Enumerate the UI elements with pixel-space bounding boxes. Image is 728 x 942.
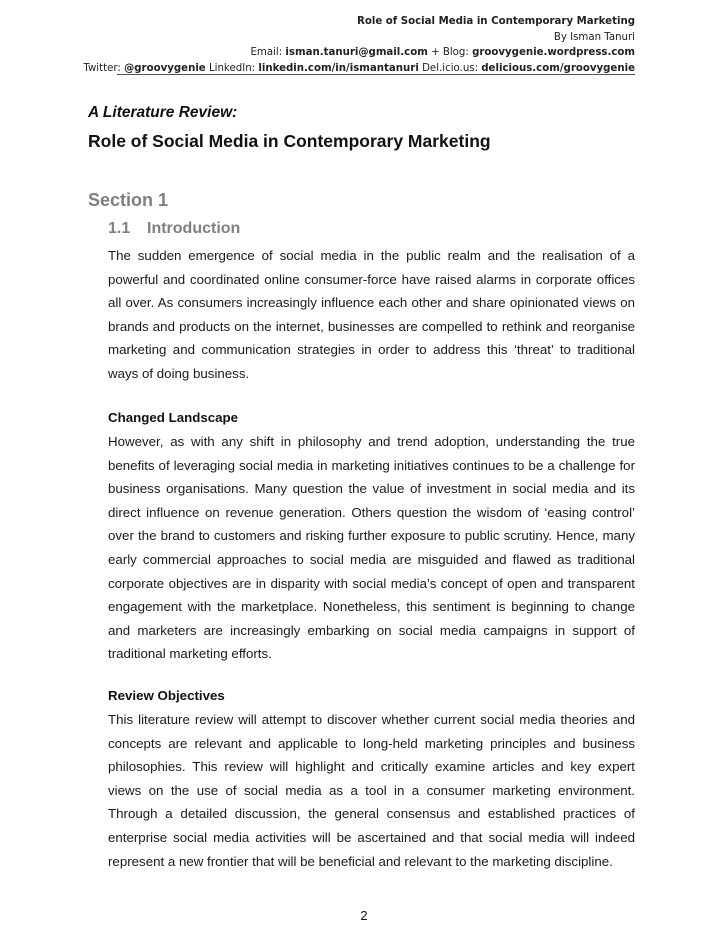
doc-kicker: A Literature Review: bbox=[88, 104, 238, 121]
objectives-heading: Review Objectives bbox=[108, 688, 225, 703]
intro-paragraph: The sudden emergence of social media in the public realm and the realisation of a powerful and coordinated online consumer-force have raised alarms in corporate offices all over. As consumers increasingly influence each other and share opinionated views on brands and products on the internet, businesses are compelled to rethink and reorganise marketing and communication strategies in order to address this ‘threat’ to traditional ways of doing business. bbox=[108, 248, 635, 381]
running-header bbox=[75, 14, 635, 76]
subsection-heading bbox=[108, 220, 240, 238]
header-divider bbox=[117, 74, 635, 75]
header-twitter: @groovygenie bbox=[124, 62, 206, 74]
header-email: isman.tanuri@gmail.com bbox=[285, 47, 428, 58]
subsection-title: Introduction bbox=[147, 220, 241, 237]
header-delicious: delicious.com/groovygenie bbox=[481, 62, 635, 74]
landscape-heading: Changed Landscape bbox=[108, 410, 239, 425]
doc-title: Role of Social Media in Contemporary Marketing bbox=[88, 131, 491, 151]
subsection-number: 1.1 bbox=[108, 220, 131, 237]
objectives-paragraph: This literature review will attempt to discover whether current social media theories and concepts are relevant and applicable to long-held marketing principles and business philosophies. This review will highlight and critically examine articles and key expert views on the use of social media as a tool in a consumer marketing environment. Through a detailed discussion, the general consensus and established practices of enterprise social media activities will be ascertained and that social media will indeed represent a new frontier that will be beneficial and relevant to the marketing discipline. bbox=[108, 712, 635, 869]
header-blog: groovygenie.wordpress.com bbox=[472, 47, 635, 58]
header-author: By Isman Tanuri bbox=[553, 31, 635, 43]
section-heading: Section 1 bbox=[88, 190, 169, 210]
header-contact-line: Email: isman.tanuri@gmail.com + Blog: groovygenie.wordpress.com bbox=[250, 47, 635, 58]
header-linkedin: linkedin.com/in/ismantanuri bbox=[258, 62, 419, 74]
page-number: 2 bbox=[360, 908, 368, 923]
header-social-line: Twitter: @groovygenie LinkedIn: linkedin.com/in/ismantanuri Del.icio.us: delicious.com/groovygenie bbox=[83, 62, 635, 74]
header-title: Role of Social Media in Contemporary Marketing bbox=[357, 16, 635, 27]
landscape-paragraph: However, as with any shift in philosophy and trend adoption, understanding the true benefits of leveraging social media in marketing initiatives continues to be a challenge for business organisations. Many question the value of investment in social media and its direct influence on revenue generation. Others question the wisdom of ‘easing control’ over the brand to customers and risking further exposure to public scrutiny. Hence, many early commercial approaches to social media are misguided and flawed as traditional corporate objectives are in disparity with social media’s concept of open and transparent engagement with the marketplace. Nonetheless, this sentiment is beginning to change and marketers are increasingly embarking on social media campaigns in support of traditional marketing efforts. bbox=[108, 434, 635, 662]
